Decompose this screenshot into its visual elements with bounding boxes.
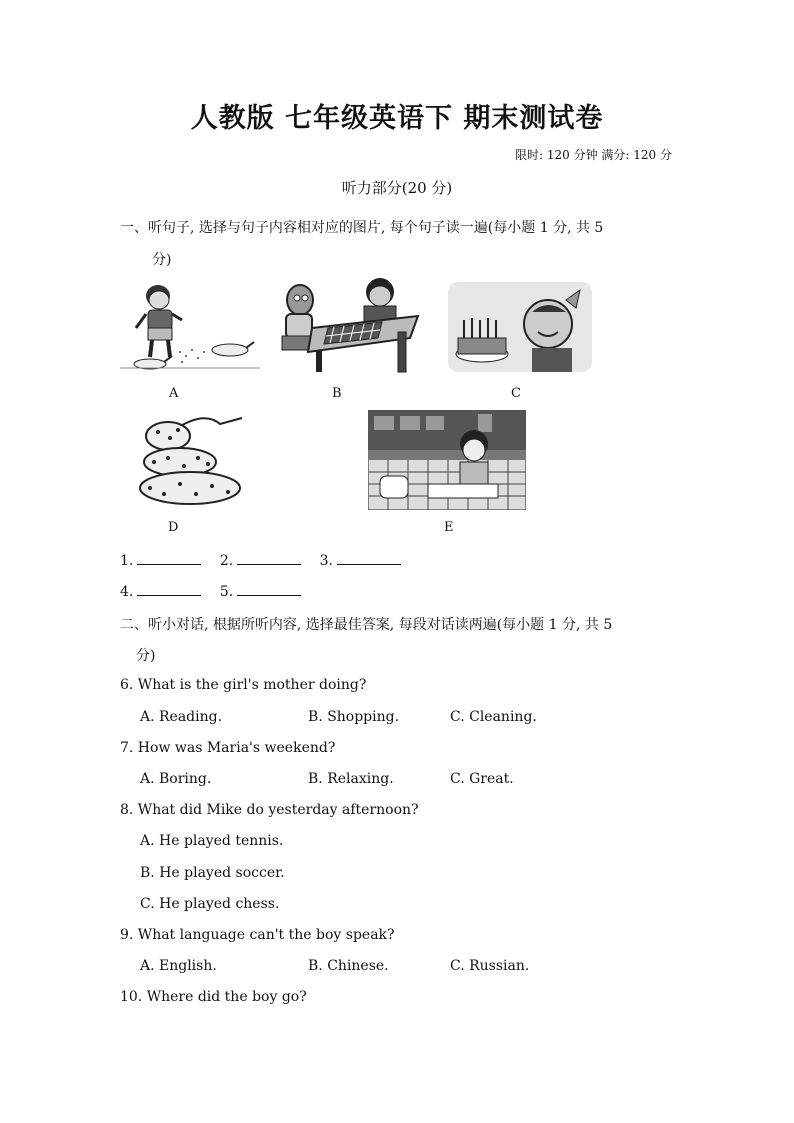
q8-option-a: A. He played tennis. (140, 833, 284, 849)
q9-option-b: B. Chinese. (308, 958, 389, 974)
answer-blanks-row2 (120, 583, 301, 600)
kids-playing-chess-image (278, 272, 420, 374)
page-title: 人教版 七年级英语下 期末测试卷 (190, 103, 604, 134)
part2-instruction-cont: 分) (136, 648, 156, 664)
q6-option-c: C. Cleaning. (450, 709, 537, 725)
blank-label-1: 1. (120, 553, 134, 569)
q7-option-c: C. Great. (450, 771, 514, 787)
time-score-limit: 限时: 120 分钟 满分: 120 分 (515, 148, 672, 162)
image-label-b: B (332, 386, 342, 401)
q6-option-a: A. Reading. (140, 709, 223, 725)
snake-image (134, 410, 260, 510)
blank-label-3: 3. (319, 553, 333, 569)
answer-blank-2[interactable] (237, 552, 301, 565)
answer-blank-3[interactable] (337, 552, 401, 565)
answer-blank-1[interactable] (137, 552, 201, 565)
answer-blank-5[interactable] (237, 583, 301, 596)
part2-instruction: 二、听小对话, 根据所听内容, 选择最佳答案, 每段对话读两遍(每小题 1 分, 共 5 (120, 617, 613, 633)
question-6: 6. What is the girl's mother doing? (120, 677, 367, 693)
q9-option-c: C. Russian. (450, 958, 530, 974)
answer-blanks-row1 (120, 552, 401, 569)
image-label-a: A (169, 386, 179, 401)
image-label-d: D (168, 520, 179, 535)
part1-instruction: 一、听句子, 选择与句子内容相对应的图片, 每个句子读一遍(每小题 1 分, 共 5 (120, 220, 604, 236)
part1-instruction-cont: 分) (152, 252, 172, 268)
question-9: 9. What language can't the boy speak? (120, 927, 395, 943)
question-8: 8. What did Mike do yesterday afternoon? (120, 802, 419, 818)
section-title: 听力部分(20 分) (341, 179, 453, 197)
blank-label-5: 5. (219, 584, 234, 600)
answer-blank-4[interactable] (137, 583, 201, 596)
girl-making-bed-image (368, 410, 526, 510)
q8-option-b: B. He played soccer. (140, 865, 285, 881)
q7-option-a: A. Boring. (140, 771, 212, 787)
q6-option-b: B. Shopping. (308, 709, 400, 725)
boy-feeding-chickens-image (120, 282, 260, 377)
image-label-c: C (511, 386, 521, 401)
blank-label-2: 2. (219, 553, 234, 569)
question-7: 7. How was Maria's weekend? (120, 740, 336, 756)
q9-option-a: A. English. (140, 958, 217, 974)
blank-label-4: 4. (120, 584, 134, 600)
question-10: 10. Where did the boy go? (120, 989, 307, 1005)
q7-option-b: B. Relaxing. (308, 771, 394, 787)
image-label-e: E (444, 520, 454, 535)
q8-option-c: C. He played chess. (140, 896, 280, 912)
birthday-cake-image (448, 282, 592, 372)
